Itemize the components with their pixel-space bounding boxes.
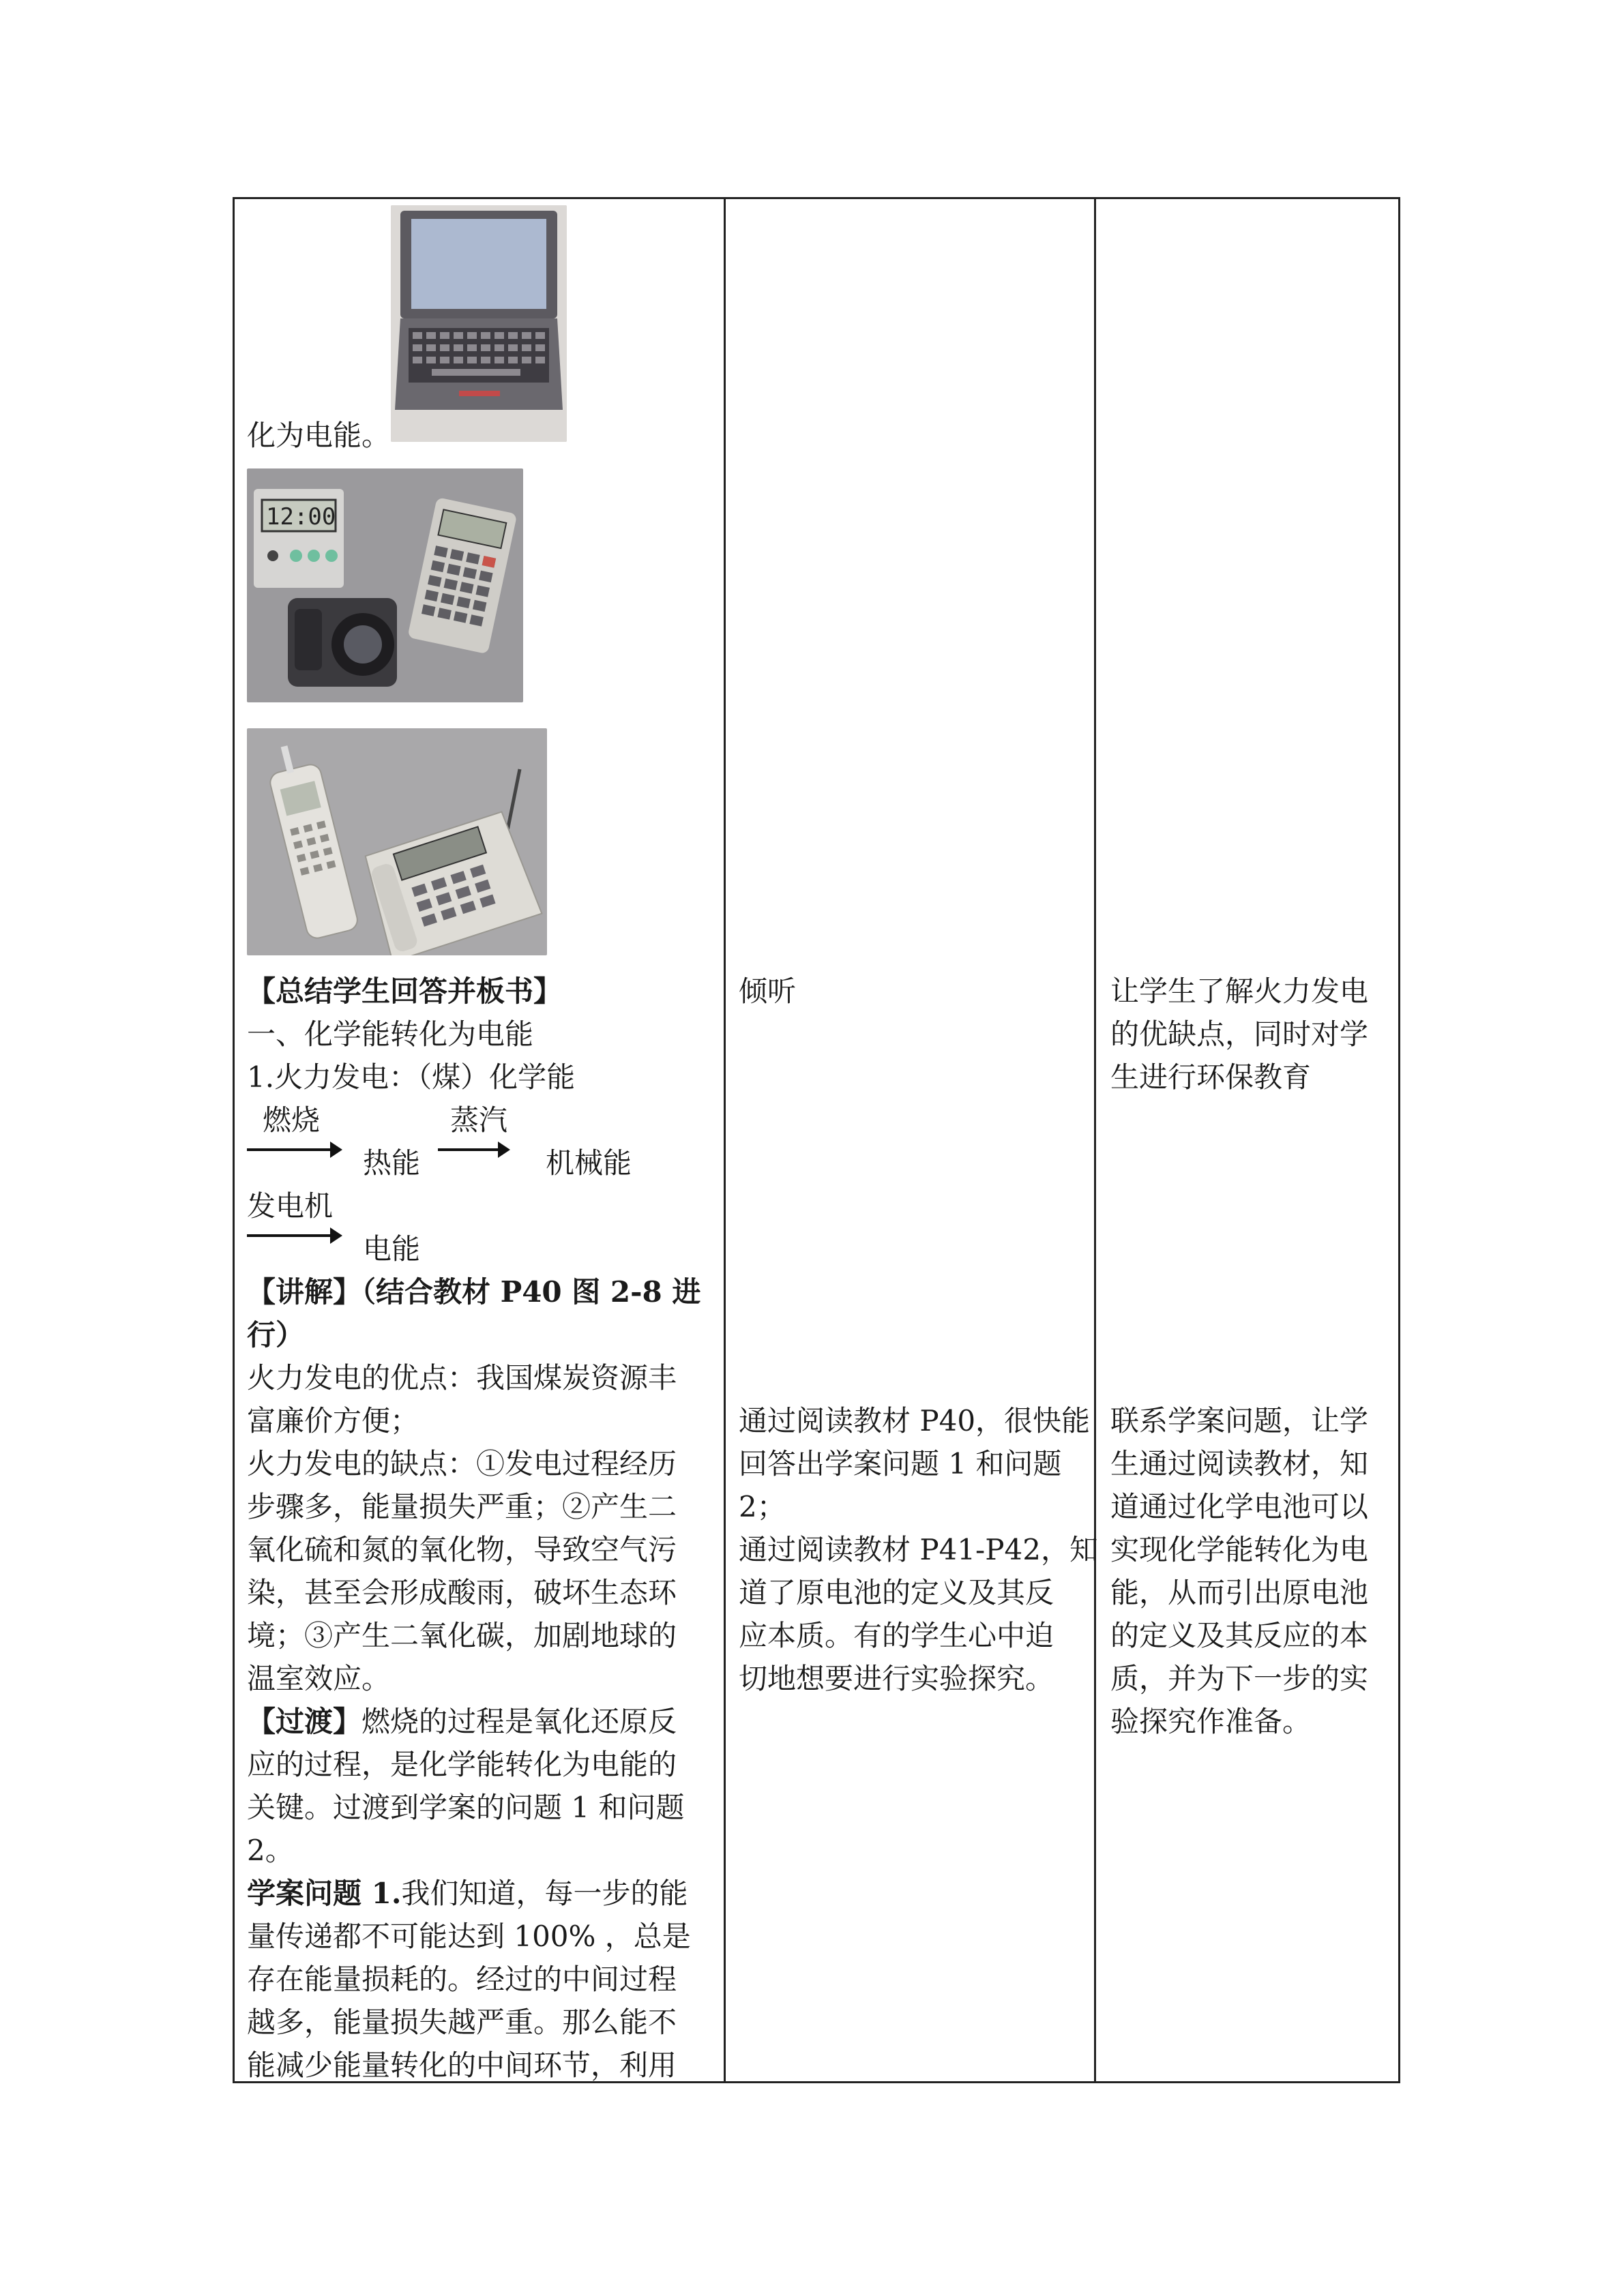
- design-intent-line: 质，并为下一步的实: [1110, 1662, 1369, 1695]
- top-caption: 化为电能。: [247, 419, 391, 452]
- laptop-photo: [391, 205, 567, 442]
- text-line: 火力发电的缺点：①发电过程经历: [247, 1447, 677, 1480]
- student-activity-line: 应本质。有的学生心中迫: [739, 1619, 1054, 1652]
- transition-line: [247, 1700, 677, 1743]
- design-intent-line: 的定义及其反应的本: [1110, 1619, 1369, 1652]
- design-intent-line: 能，从而引出原电池: [1110, 1576, 1369, 1609]
- flow-label-steam: 蒸汽: [450, 1103, 508, 1137]
- design-intent-line: 的优缺点，同时对学: [1110, 1017, 1369, 1051]
- column-divider: [724, 199, 726, 2081]
- design-intent-line: 生进行环保教育: [1110, 1060, 1312, 1094]
- transition-line: 关键。过渡到学案的问题 1 和问题: [247, 1791, 685, 1824]
- listen-text: 倾听: [739, 974, 797, 1008]
- text-line: 步骤多，能量损失严重；②产生二: [247, 1490, 677, 1523]
- question-label: 学案问题 1.: [247, 1877, 402, 1910]
- section-title: 一、化学能转化为电能: [247, 1017, 534, 1051]
- design-intent-line: 联系学案问题，让学: [1110, 1404, 1369, 1437]
- clock-calculator-camera-photo: [247, 468, 523, 702]
- student-activity-line: 回答出学案问题 1 和问题: [739, 1447, 1062, 1480]
- student-activity-line: 通过阅读教材 P41-P42，知: [739, 1533, 1098, 1566]
- flow-mechanical: 机械能: [546, 1146, 632, 1180]
- transition-line: 应的过程，是化学能转化为电能的: [247, 1748, 677, 1781]
- text-line: 温室效应。: [247, 1662, 391, 1695]
- question-text: 我们知道，每一步的能: [401, 1877, 688, 1910]
- design-intent-line: 验探究作准备。: [1110, 1705, 1312, 1738]
- svg-text:12:00: 12:00: [266, 503, 336, 531]
- question-line: 存在能量损耗的。经过的中间过程: [247, 1963, 677, 1996]
- question-line: 能减少能量转化的中间环节，利用: [247, 2048, 677, 2082]
- design-intent-line: 实现化学能转化为电: [1110, 1533, 1369, 1566]
- transition-label: 【过渡】: [247, 1705, 362, 1738]
- text-line: 氧化硫和氮的氧化物，导致空气污: [247, 1533, 677, 1566]
- student-activity-line: 切地想要进行实验探究。: [739, 1662, 1054, 1695]
- design-intent-line: 让学生了解火力发电: [1110, 974, 1369, 1008]
- flow-label-generator: 发电机: [247, 1189, 334, 1223]
- flow-heat: 热能: [363, 1146, 421, 1180]
- text-line: 境；③产生二氧化碳，加剧地球的: [247, 1619, 677, 1652]
- phones-photo: [247, 728, 547, 955]
- column-divider: [1094, 199, 1096, 2081]
- design-intent-line: 道通过化学电池可以: [1110, 1490, 1369, 1523]
- design-intent-line: 生通过阅读教材，知: [1110, 1447, 1369, 1480]
- summary-heading: 【总结学生回答并板书】: [247, 974, 563, 1008]
- question-line: 越多，能量损失越严重。那么能不: [247, 2006, 677, 2039]
- arrow-1: [247, 1148, 340, 1151]
- transition-line: 2。: [247, 1834, 294, 1867]
- arrow-2: [438, 1148, 507, 1151]
- flow-label-burn: 燃烧: [263, 1103, 321, 1137]
- question-line: [247, 1872, 688, 1915]
- student-activity-line: 2；: [739, 1490, 786, 1523]
- transition-text: 燃烧的过程是氧化还原反: [361, 1705, 677, 1738]
- student-activity-line: 通过阅读教材 P40，很快能: [739, 1404, 1091, 1437]
- text-line: 富廉价方便；: [247, 1404, 419, 1437]
- arrow-3: [247, 1234, 340, 1237]
- explain-line-2: 行）: [247, 1318, 305, 1352]
- question-line: 量传递都不可能达到 100% ，总是: [247, 1920, 691, 1953]
- item-1-title: 1.火力发电：（煤）化学能: [247, 1060, 576, 1094]
- text-line: 染，甚至会形成酸雨，破坏生态环: [247, 1576, 677, 1609]
- flow-electric: 电能: [363, 1232, 421, 1266]
- student-activity-line: 道了原电池的定义及其反: [739, 1576, 1054, 1609]
- explain-line-1: 【讲解】（结合教材 P40 图 2-8 进: [247, 1275, 701, 1309]
- text-line: 火力发电的优点：我国煤炭资源丰: [247, 1361, 677, 1395]
